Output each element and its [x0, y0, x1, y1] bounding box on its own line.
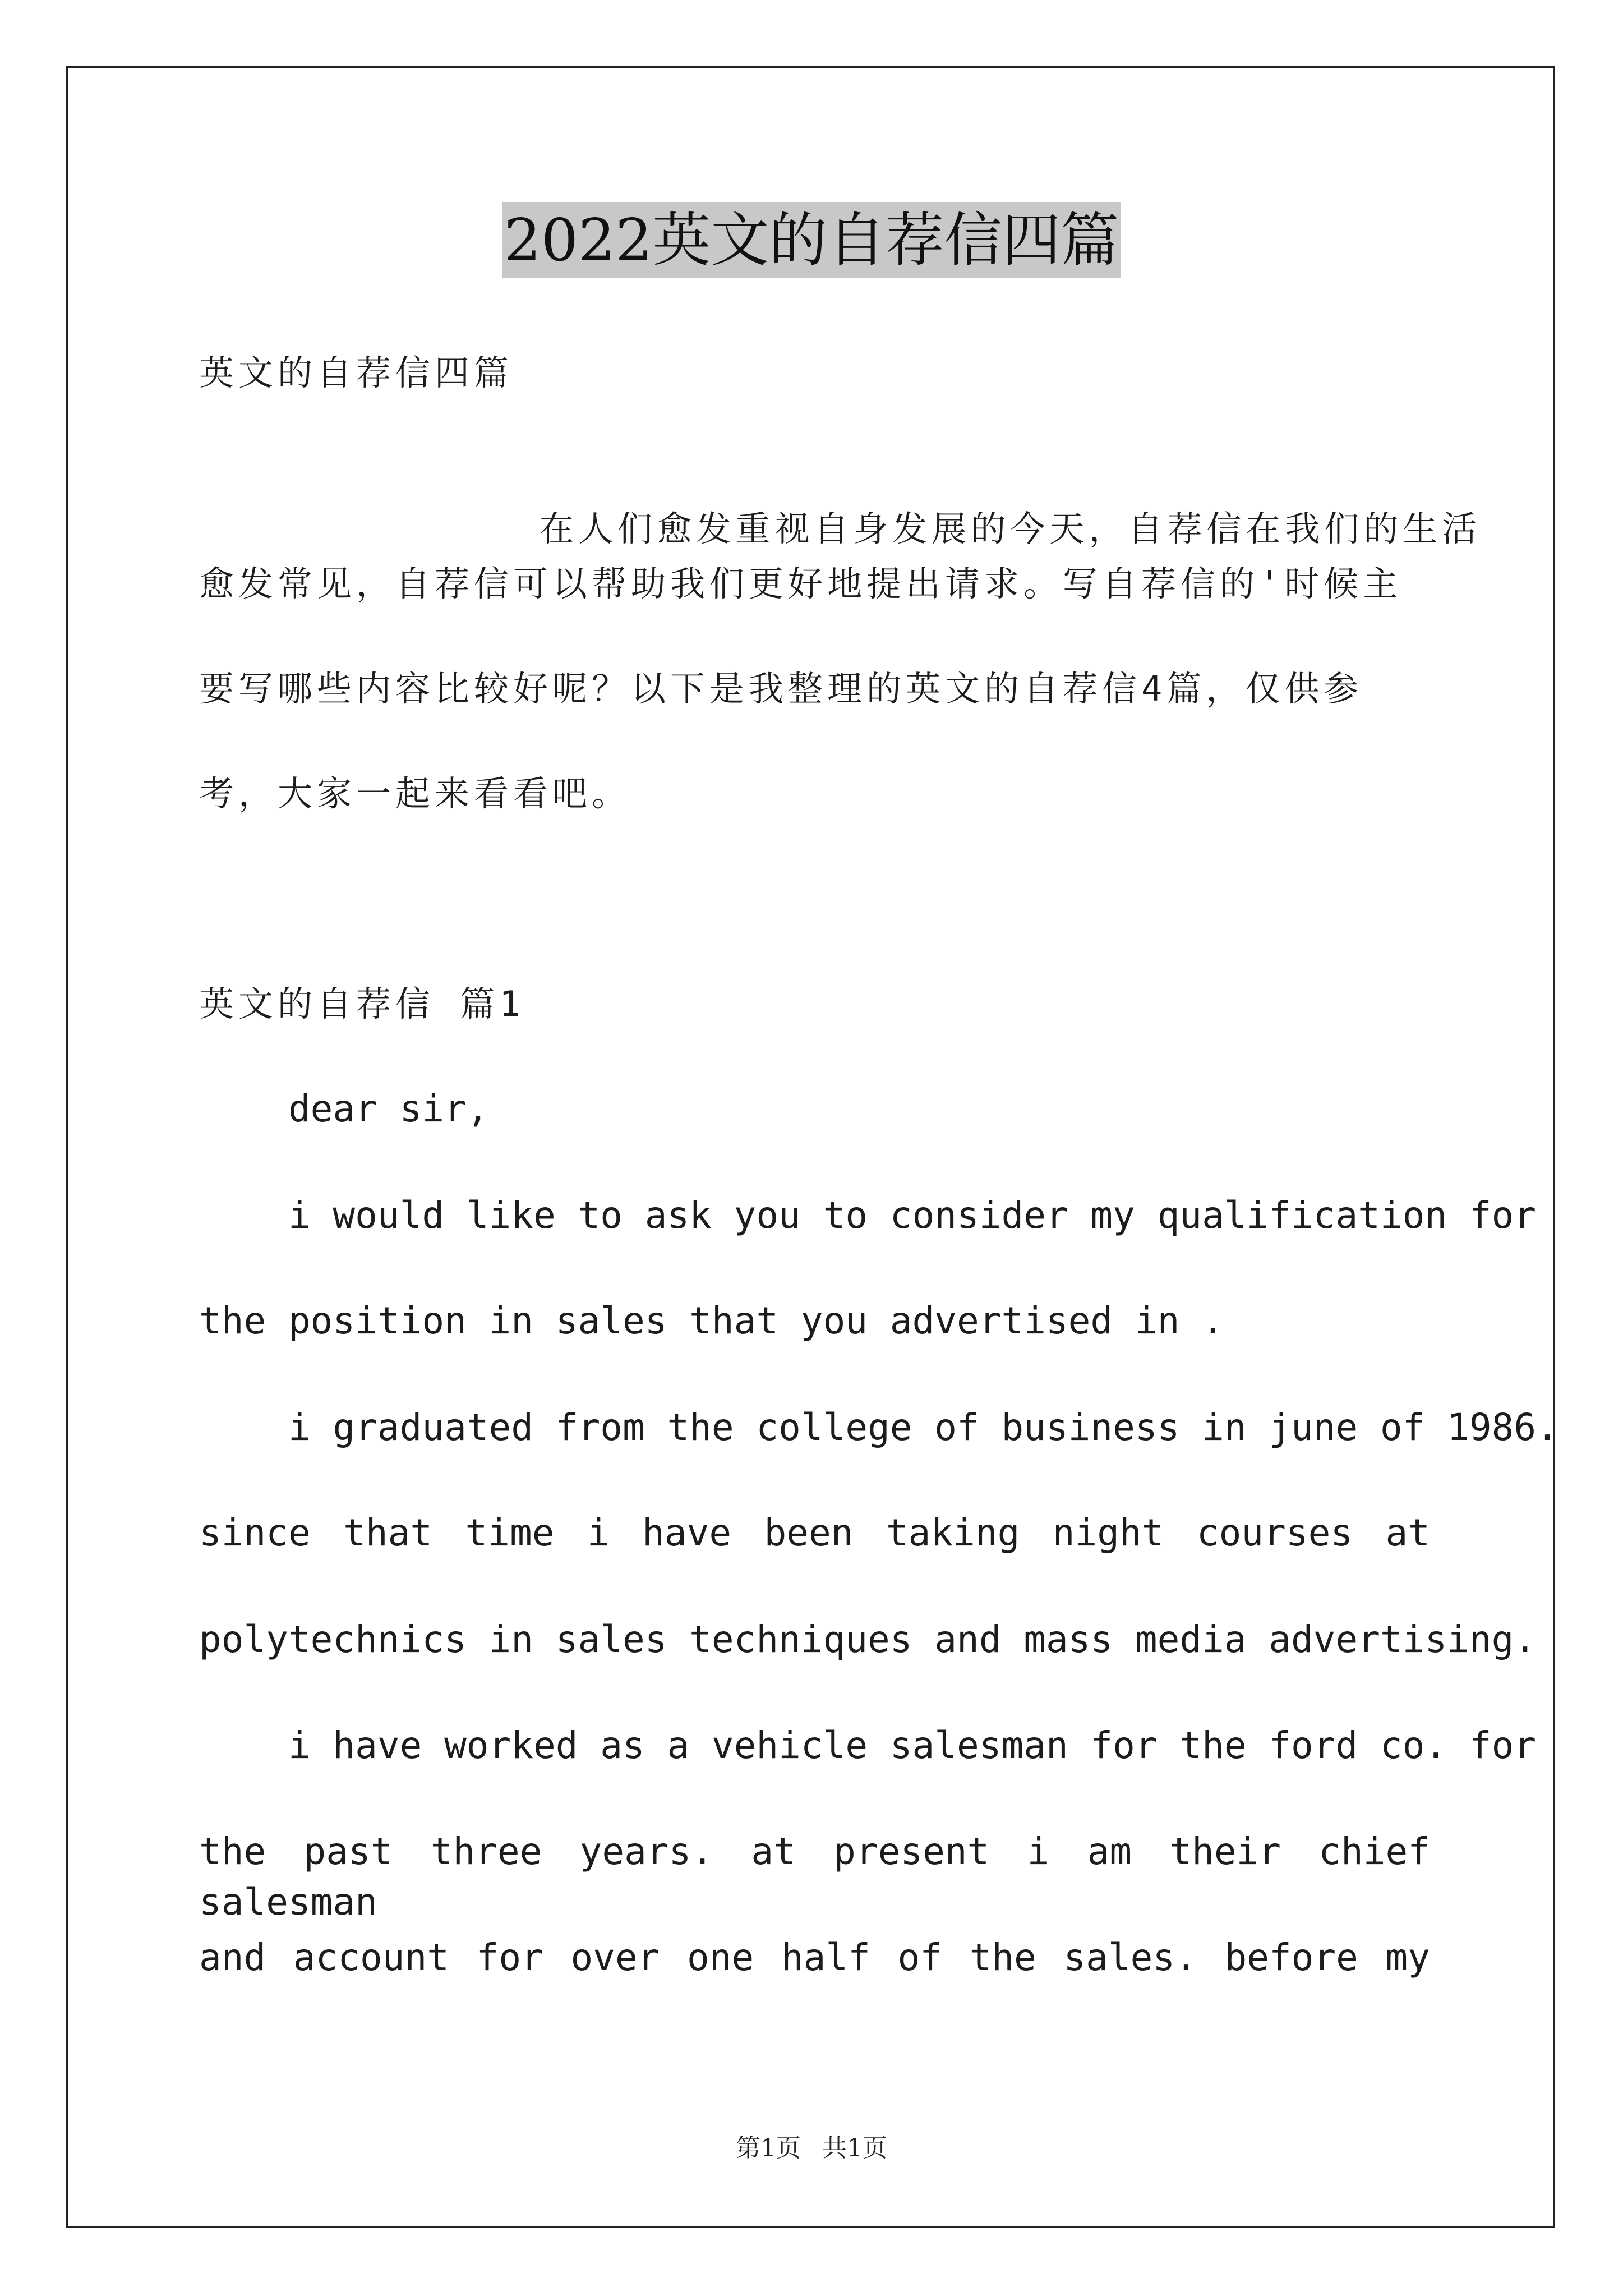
letter-line-8: the past three years. at present i am their chief salesman: [199, 1830, 1430, 1924]
section-heading: 英文的自荐信 篇1: [199, 983, 525, 1024]
letter-line-2: i would like to ask you to consider my qualification for: [199, 1194, 1537, 1237]
intro-line-2: 愈发常见，自荐信可以帮助我们更好地提出请求。写自荐信的'时候主: [199, 563, 1403, 604]
letter-line-3: the position in sales that you advertised in .: [199, 1299, 1224, 1342]
letter-line-1: dear sir,: [199, 1087, 489, 1130]
document-title: 2022英文的自荐信四篇: [502, 202, 1122, 278]
page-number: 第1页: [736, 2134, 801, 2162]
page-footer: [0, 2132, 1623, 2165]
intro-line-3: 要写哪些内容比较好呢？以下是我整理的英文的自荐信4篇，仅供参: [199, 668, 1363, 709]
letter-line-6: polytechnics in sales techniques and mass media advertising.: [199, 1618, 1537, 1661]
subtitle: 英文的自荐信四篇: [199, 352, 514, 393]
letter-line-9: and account for over one half of the sales. before my: [199, 1936, 1430, 1979]
intro-line-1-text: 在人们愈发重视自身发展的今天，自荐信在我们的生活: [539, 508, 1482, 549]
letter-line-4: i graduated from the college of business in june of 1986.: [199, 1406, 1559, 1449]
intro-line-4: 考，大家一起来看看吧。: [199, 773, 631, 814]
title-wrap: [0, 202, 1623, 278]
page-total: 共1页: [822, 2134, 887, 2162]
letter-line-5: since that time i have been taking night courses at: [199, 1511, 1430, 1554]
letter-line-7: i have worked as a vehicle salesman for the ford co. for: [199, 1724, 1537, 1767]
